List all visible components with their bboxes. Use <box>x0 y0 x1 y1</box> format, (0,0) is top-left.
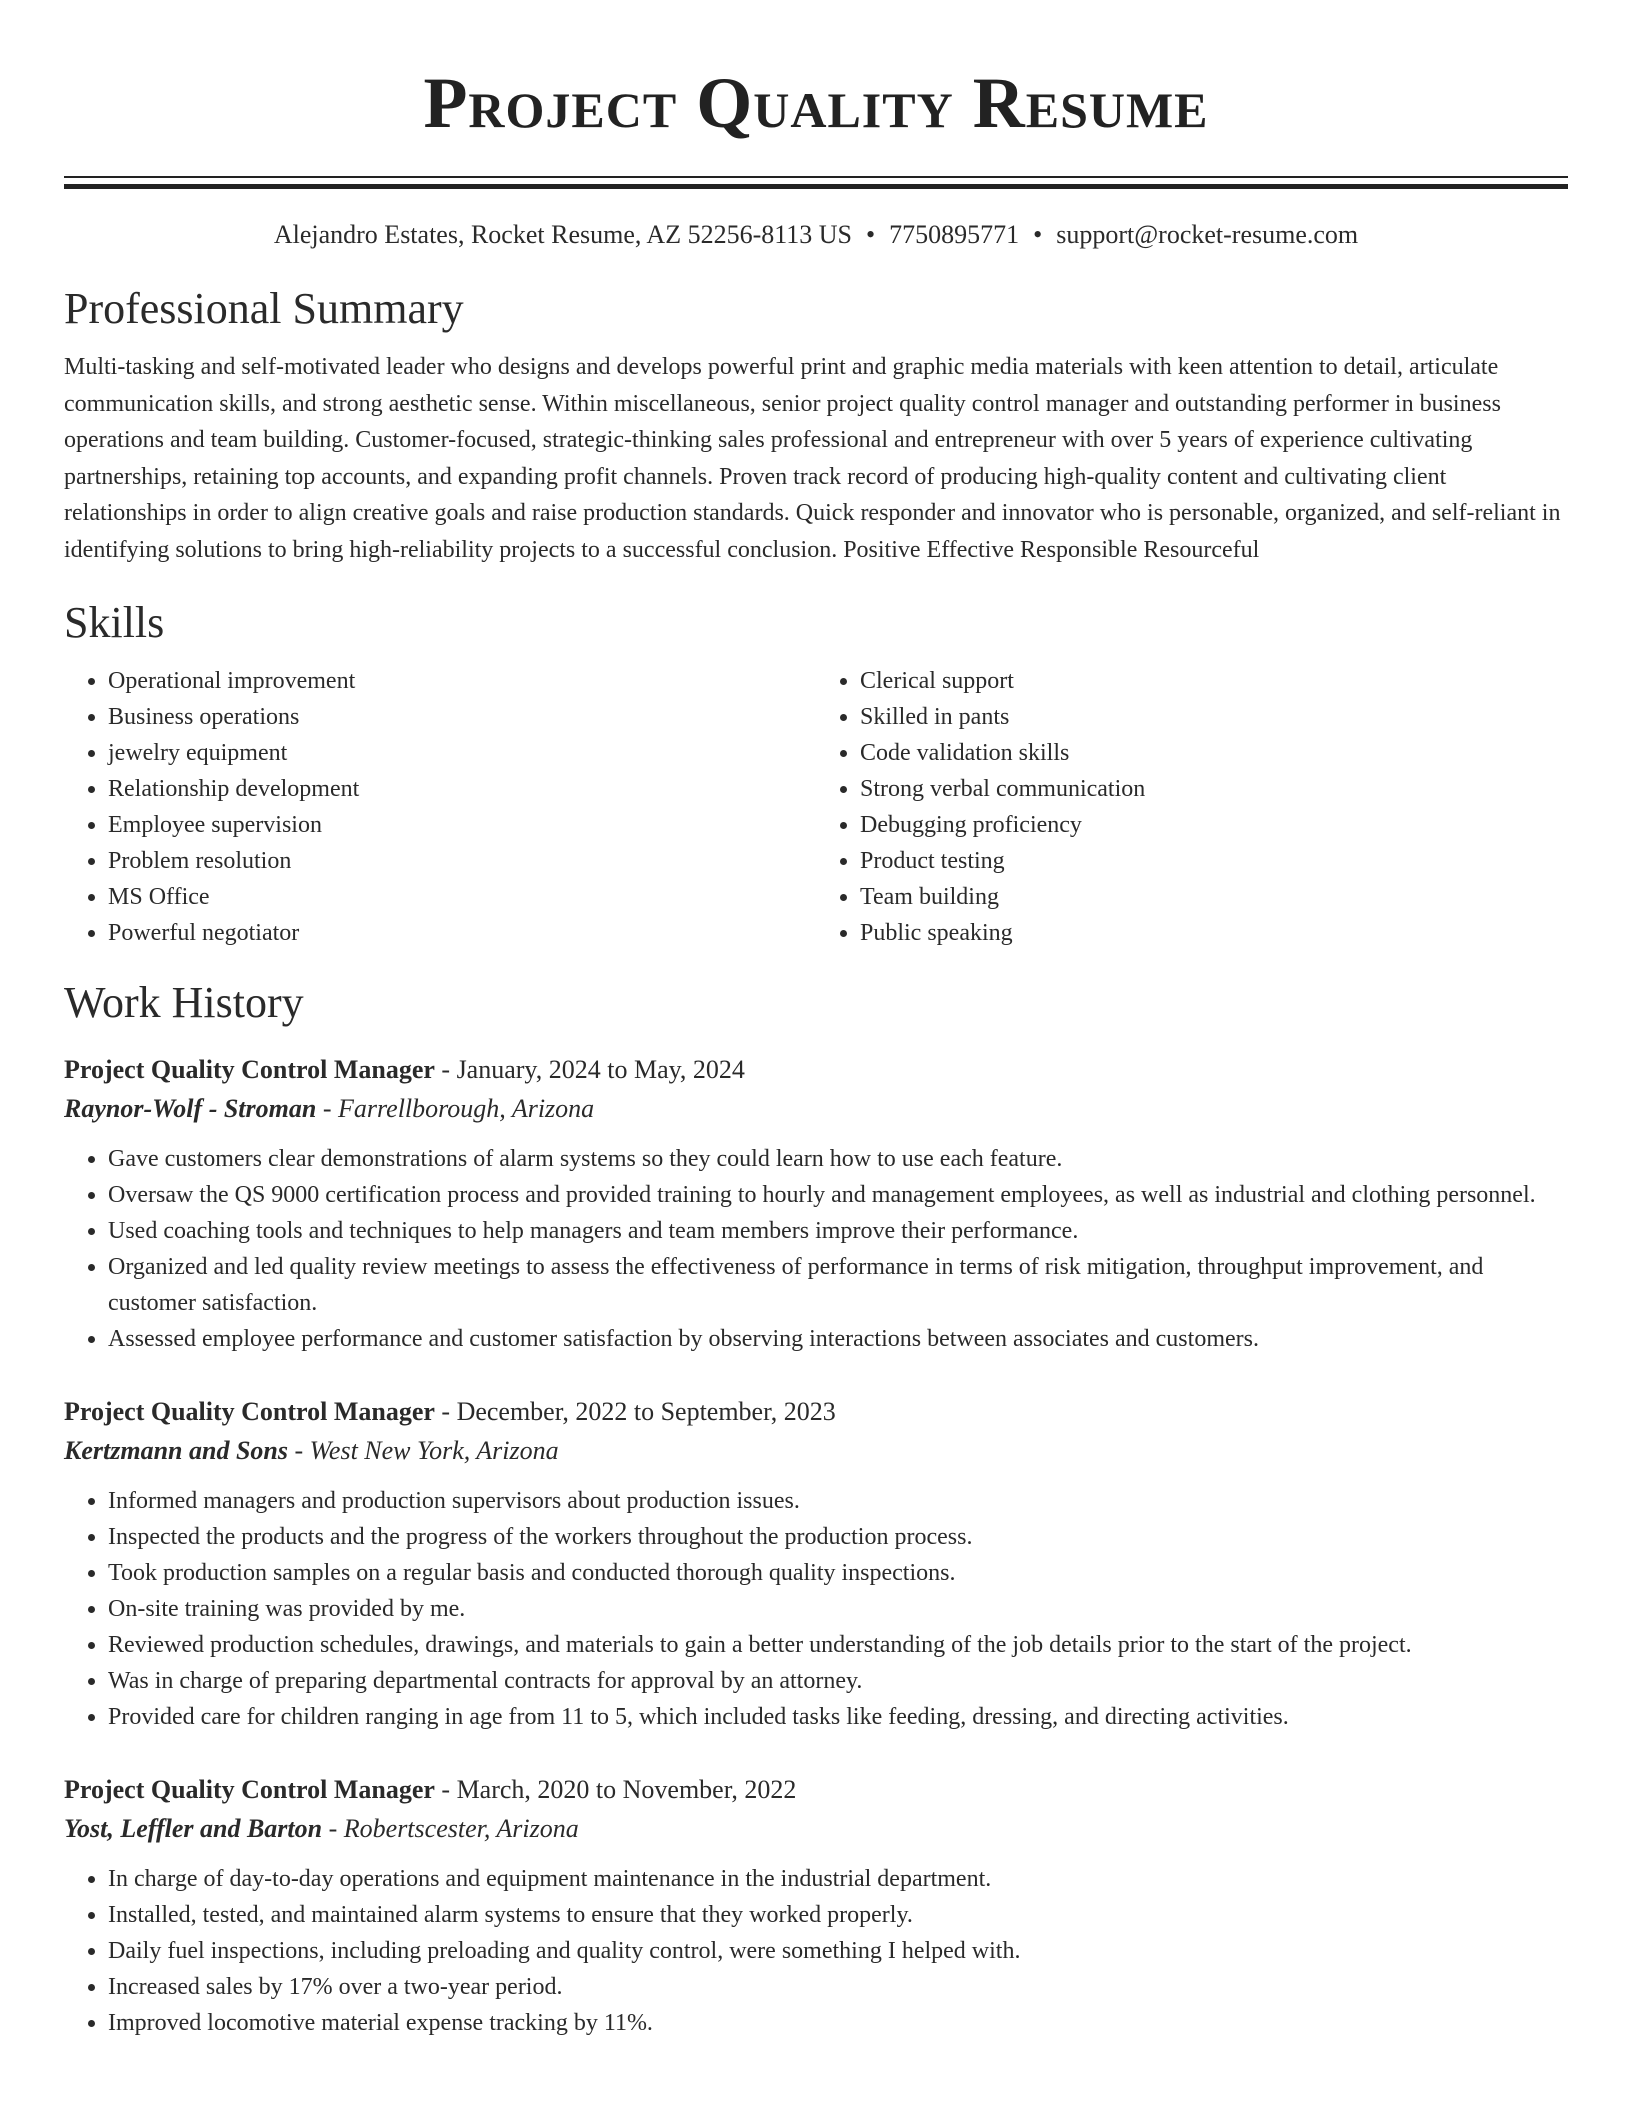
title-divider <box>64 176 1568 189</box>
job-bullet: • In charge of day-to-day operations and equipment maintenance in the industrial department. <box>108 1861 1568 1897</box>
job-bullet: • Was in charge of preparing departmental contracts for approval by an attorney. <box>108 1663 1568 1699</box>
skill-item: • Public speaking <box>860 915 1568 951</box>
job-location: - Farrellborough, Arizona <box>316 1093 595 1123</box>
work-history-heading: Work History <box>64 977 304 1027</box>
skill-item: • Operational improvement <box>108 663 816 699</box>
summary-heading: Professional Summary <box>64 284 464 333</box>
skill-item: • Skilled in pants <box>860 699 1568 735</box>
job-title: Project Quality Control Manager <box>64 1774 435 1804</box>
job-bullet: • On-site training was provided by me. <box>108 1591 1568 1627</box>
job-company: Raynor-Wolf - Stroman <box>64 1093 317 1123</box>
job-bullets <box>64 1861 1568 2041</box>
skill-item: • Relationship development <box>108 771 816 807</box>
skill-item: • Team building <box>860 879 1568 915</box>
contact-separator: • <box>1033 220 1043 249</box>
job-header <box>64 1393 1568 1431</box>
job-bullet: • Informed managers and production supervisors about production issues. <box>108 1483 1568 1519</box>
job-bullet: • Installed, tested, and maintained alarm systems to ensure that they worked properly. <box>108 1897 1568 1933</box>
job-entry <box>64 1393 1568 1735</box>
job-title: Project Quality Control Manager <box>64 1054 435 1084</box>
job-bullet: • Oversaw the QS 9000 certification process and provided training to hourly and management employees, as well as industrial and clothing personnel. <box>108 1177 1568 1213</box>
job-title: Project Quality Control Manager <box>64 1396 435 1426</box>
job-bullet: • Increased sales by 17% over a two-year period. <box>108 1969 1568 2005</box>
job-bullet: • Reviewed production schedules, drawings, and materials to gain a better understanding of the job details prior to the start of the project. <box>108 1627 1568 1663</box>
job-company: Kertzmann and Sons <box>64 1435 288 1465</box>
job-bullet: • Gave customers clear demonstrations of alarm systems so they could learn how to use each feature. <box>108 1141 1568 1177</box>
job-dates: - January, 2024 to May, 2024 <box>434 1054 745 1084</box>
job-employer <box>64 1809 1568 1849</box>
skills-list-left <box>64 663 816 951</box>
skills-list-right <box>816 663 1568 951</box>
contact-email[interactable]: support@rocket-resume.com <box>1056 220 1359 249</box>
job-entry <box>64 1051 1568 1357</box>
job-location: - Robertscester, Arizona <box>322 1813 579 1843</box>
job-bullet: • Improved locomotive material expense tracking by 11%. <box>108 2005 1568 2041</box>
skills-heading: Skills <box>64 597 165 647</box>
job-bullet: • Daily fuel inspections, including preloading and quality control, were something I helped with. <box>108 1933 1568 1969</box>
resume-title: Project Quality Resume <box>423 63 1209 143</box>
skill-item: • Problem resolution <box>108 843 816 879</box>
skill-item: • Strong verbal communication <box>860 771 1568 807</box>
job-bullet: • Took production samples on a regular basis and conducted thorough quality inspections. <box>108 1555 1568 1591</box>
job-bullets <box>64 1141 1568 1357</box>
job-bullet: • Provided care for children ranging in age from 11 to 5, which included tasks like feeding, dressing, and directing activities. <box>108 1699 1568 1735</box>
resume-page <box>64 0 1568 2041</box>
skill-item: • Clerical support <box>860 663 1568 699</box>
contact-separator: • <box>866 220 876 249</box>
job-bullets <box>64 1483 1568 1735</box>
contact-line <box>64 217 1568 253</box>
job-company: Yost, Leffler and Barton <box>64 1813 323 1843</box>
job-bullet: • Organized and led quality review meetings to assess the effectiveness of performance in terms of risk mitigation, throughput improvement, and customer satisfaction. <box>108 1249 1568 1321</box>
job-location: - West New York, Arizona <box>287 1435 559 1465</box>
skill-item: • Debugging proficiency <box>860 807 1568 843</box>
job-header <box>64 1771 1568 1809</box>
job-dates: - March, 2020 to November, 2022 <box>434 1774 797 1804</box>
skill-item: • Powerful negotiator <box>108 915 816 951</box>
skill-item: • jewelry equipment <box>108 735 816 771</box>
skills-columns <box>64 663 1568 951</box>
summary-text: Multi-tasking and self-motivated leader who designs and develops powerful print and graphic media materials with keen attention to detail, articulate communication skills, and strong aesthetic sense. Within miscellaneous, senior project quality control manager and outstanding performer in business operations and team building. Customer-focused, strategic-thinking sales professional and entrepreneur with over 5 years of experience cultivating partnerships, retaining top accounts, and expanding profit channels. Proven track record of producing high-quality content and cultivating client relationships in order to align creative goals and raise production standards. Quick responder and innovator who is personable, organized, and self-reliant in identifying solutions to bring high-reliability projects to a successful conclusion. Positive Effective Responsible Resourceful <box>64 354 1561 563</box>
job-bullet: • Used coaching tools and techniques to help managers and team members improve their performance. <box>108 1213 1568 1249</box>
job-header <box>64 1051 1568 1089</box>
job-dates: - December, 2022 to September, 2023 <box>434 1396 836 1426</box>
skill-item: • Product testing <box>860 843 1568 879</box>
skill-item: • MS Office <box>108 879 816 915</box>
job-bullet: • Assessed employee performance and customer satisfaction by observing interactions between associates and customers. <box>108 1321 1568 1357</box>
job-employer <box>64 1089 1568 1129</box>
skill-item: • Employee supervision <box>108 807 816 843</box>
contact-phone: 7750895771 <box>889 220 1020 249</box>
skill-item: • Code validation skills <box>860 735 1568 771</box>
job-employer <box>64 1431 1568 1471</box>
job-bullet: • Inspected the products and the progress of the workers throughout the production process. <box>108 1519 1568 1555</box>
skill-item: • Business operations <box>108 699 816 735</box>
job-entry <box>64 1771 1568 2041</box>
contact-address: Alejandro Estates, Rocket Resume, AZ 52256-8113 US <box>273 220 853 249</box>
